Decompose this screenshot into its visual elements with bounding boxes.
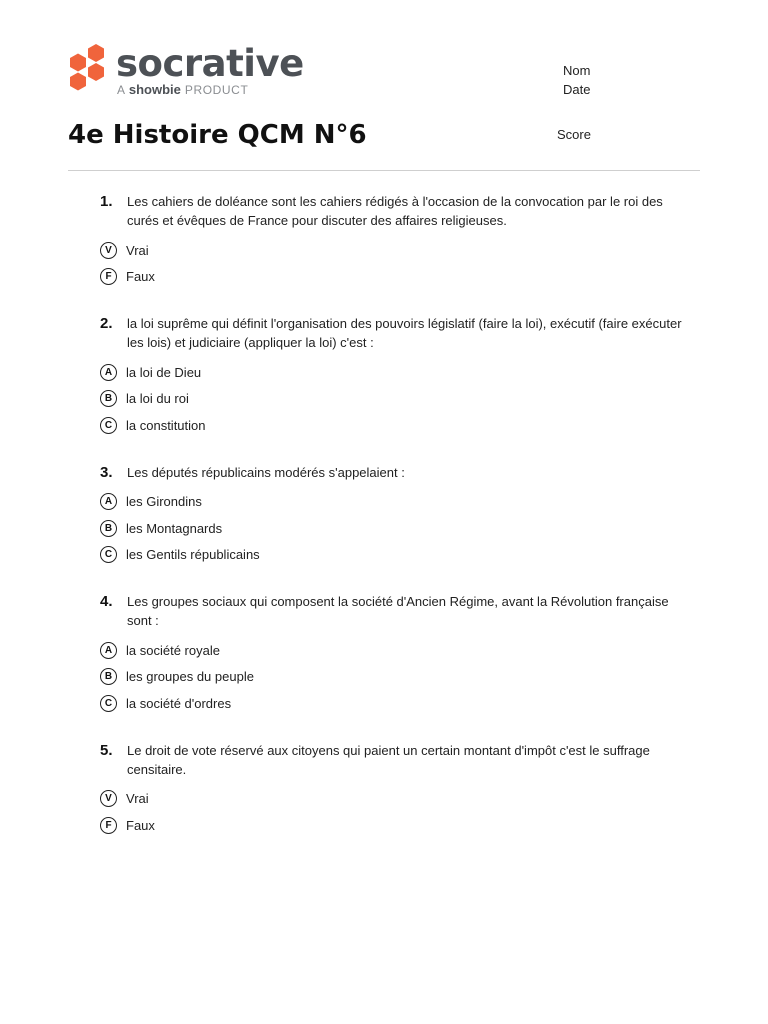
option-text: Faux — [126, 269, 155, 285]
question-text: Les députés républicains modérés s'appelaient : — [127, 464, 405, 480]
option-letter-badge: B — [100, 390, 117, 407]
question-text: Les groupes sociaux qui composent la société d'Ancien Régime, avant la Révolution française sont : — [127, 594, 669, 628]
option-text: les groupes du peuple — [126, 669, 254, 685]
option-letter-badge: F — [100, 817, 117, 834]
question-text: Le droit de vote réservé aux citoyens qui paient un certain montant d'impôt c'est le suffrage censitaire. — [127, 742, 650, 777]
question-text: Les cahiers de doléance sont les cahiers rédigés à l'occasion de la convocation par le roi des curés et évêques de France pour discuter des affaires religieuses. — [127, 194, 663, 228]
option-b[interactable] — [100, 664, 690, 691]
question-list — [100, 192, 690, 863]
option-v[interactable] — [100, 237, 690, 264]
option-c[interactable] — [100, 412, 690, 439]
option-letter-badge: C — [100, 695, 117, 712]
question-number: 5. — [100, 741, 113, 759]
option-c[interactable] — [100, 542, 690, 569]
option-b[interactable] — [100, 386, 690, 413]
question-number: 4. — [100, 593, 113, 610]
socrative-logo — [68, 44, 308, 100]
option-letter-badge: V — [100, 242, 117, 259]
option-text: Faux — [126, 817, 155, 833]
option-a[interactable] — [100, 359, 690, 386]
option-text: Vrai — [126, 791, 149, 807]
option-text: les Girondins — [126, 494, 202, 510]
score-field — [557, 127, 591, 142]
question-number: 3. — [100, 463, 113, 481]
date-label: Date — [563, 82, 591, 97]
name-label: Nom — [563, 63, 591, 78]
option-f[interactable] — [100, 812, 690, 839]
option-letter-badge: C — [100, 417, 117, 434]
question-4 — [100, 592, 690, 717]
option-f[interactable] — [100, 264, 690, 291]
option-letter-badge: A — [100, 493, 117, 510]
brand-name: socrative — [116, 42, 304, 85]
question-2 — [100, 314, 690, 439]
question-1 — [100, 192, 690, 290]
tagline-prefix: A — [117, 83, 125, 97]
option-v[interactable] — [100, 786, 690, 813]
hexagon-logo-icon — [68, 44, 108, 96]
question-number: 1. — [100, 193, 113, 210]
name-field — [563, 63, 590, 78]
option-letter-badge: B — [100, 520, 117, 537]
option-letter-badge: V — [100, 790, 117, 807]
question-3 — [100, 463, 690, 569]
header-divider — [68, 170, 700, 171]
score-label: Score — [557, 127, 591, 142]
option-text: la société d'ordres — [126, 695, 232, 711]
option-letter-badge: A — [100, 642, 117, 659]
option-text: la loi du roi — [126, 391, 189, 407]
option-text: les Gentils républicains — [126, 547, 260, 563]
option-text: la constitution — [126, 417, 206, 433]
option-text: les Montagnards — [126, 520, 223, 536]
brand-tagline — [117, 83, 248, 97]
question-text: la loi suprême qui définit l'organisation des pouvoirs législatif (faire la loi), exécutif (faire exécuter les lois) et judiciaire (appliquer la loi) c'est : — [127, 316, 682, 350]
option-letter-badge: A — [100, 364, 117, 381]
tagline-suffix: PRODUCT — [184, 83, 249, 97]
option-text: la société royale — [126, 642, 220, 658]
option-a[interactable] — [100, 489, 690, 516]
option-c[interactable] — [100, 690, 690, 717]
tagline-brand: showbie — [128, 82, 181, 97]
option-text: la loi de Dieu — [126, 364, 202, 380]
question-5 — [100, 741, 690, 839]
option-letter-badge: B — [100, 668, 117, 685]
option-b[interactable] — [100, 515, 690, 542]
option-a[interactable] — [100, 637, 690, 664]
question-number: 2. — [100, 315, 113, 332]
option-letter-badge: C — [100, 546, 117, 563]
date-field — [563, 82, 590, 97]
option-letter-badge: F — [100, 268, 117, 285]
page-title: 4e Histoire QCM N°6 — [68, 120, 367, 150]
option-text: Vrai — [126, 242, 149, 258]
